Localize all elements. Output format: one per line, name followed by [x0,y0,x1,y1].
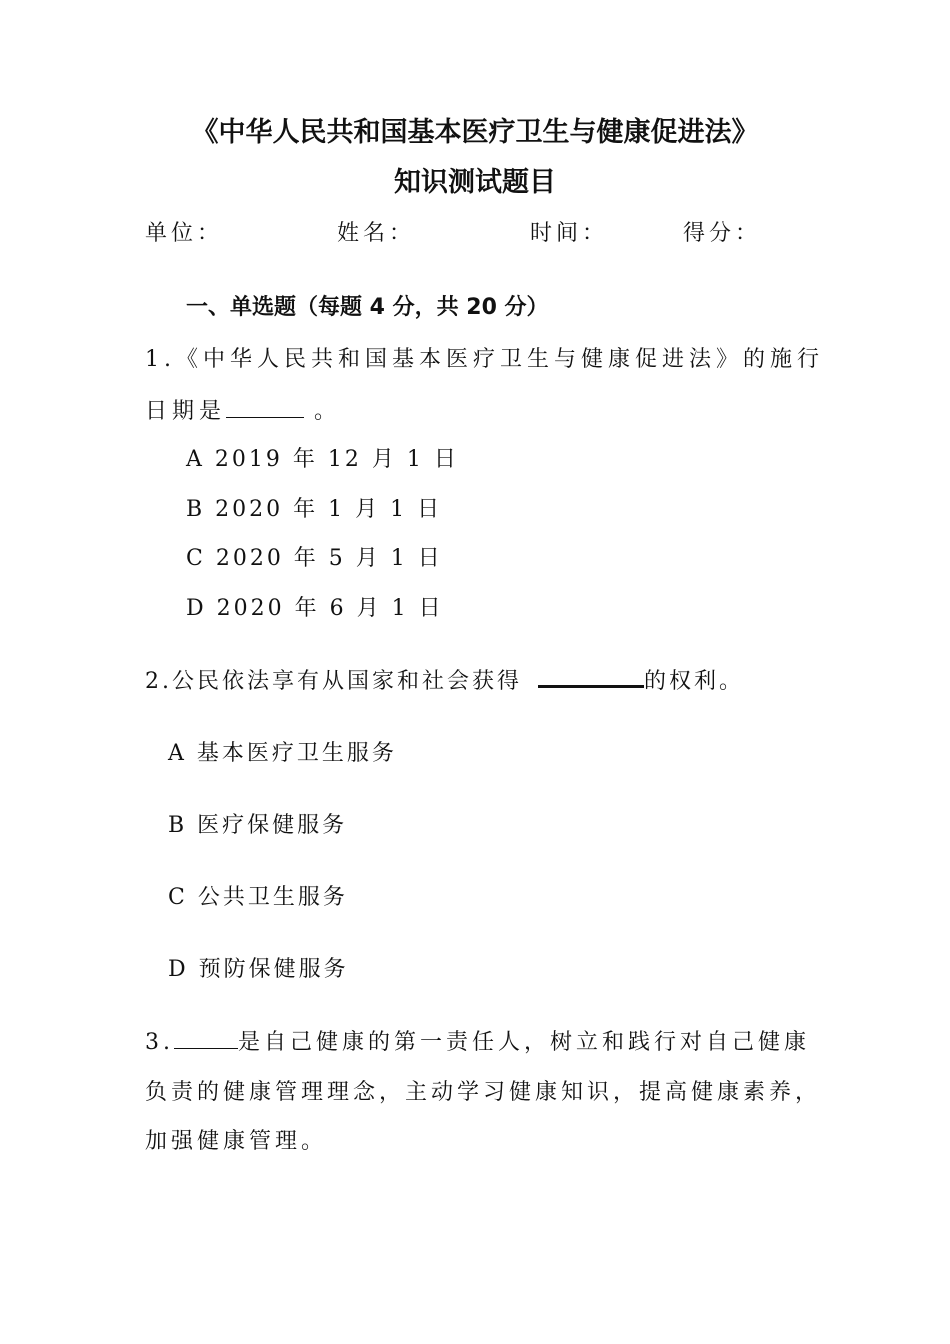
question-2-pre: 2.公民依法享有从国家和社会获得 [145,669,522,694]
document-title-line1: 《中华人民共和国基本医疗卫生与健康促进法》 [191,117,759,148]
time-label: 时间： [530,221,609,246]
question-3-pre: 3. [145,1030,174,1055]
score-label: 得分： [683,221,762,246]
answer-blank [538,665,644,688]
question-1-option-d: D 2020 年 6 月 1 日 [186,596,444,621]
question-1-line2-pre: 日期是 [145,399,227,424]
unit-label: 单位： [145,221,224,246]
question-2-option-a: A 基本医疗卫生服务 [168,741,397,766]
question-1-option-a: A 2019 年 12 月 1 日 [186,447,459,472]
question-2-option-b: B 医疗保健服务 [168,813,348,838]
document-title-line2: 知识测试题目 [394,167,556,198]
question-1-line1: 1.《中华人民共和国基本医疗卫生与健康促进法》的施行 [145,347,824,372]
question-1-line2-post: 。 [314,399,342,424]
name-label: 姓名： [337,221,416,246]
question-2-option-c: C 公共卫生服务 [168,885,348,910]
question-1-option-c: C 2020 年 5 月 1 日 [186,546,443,571]
section-title: 一、单选题（每题 4 分，共 20 分） [186,295,549,320]
question-3-line2: 负责的健康管理理念，主动学习健康知识，提高健康素养， [145,1080,822,1105]
question-1-line2 [145,394,341,425]
question-3-line1-post: 是自己健康的第一责任人，树立和践行对自己健康 [238,1030,811,1055]
question-2-post: 的权利。 [644,669,745,694]
question-3-line1 [145,1025,810,1056]
answer-blank [226,397,304,418]
question-3-line3: 加强健康管理。 [145,1129,328,1154]
question-2-line [145,664,744,695]
question-2-option-d: D 预防保健服务 [168,957,349,982]
answer-blank [174,1028,238,1049]
question-1-option-b: B 2020 年 1 月 1 日 [186,497,443,522]
